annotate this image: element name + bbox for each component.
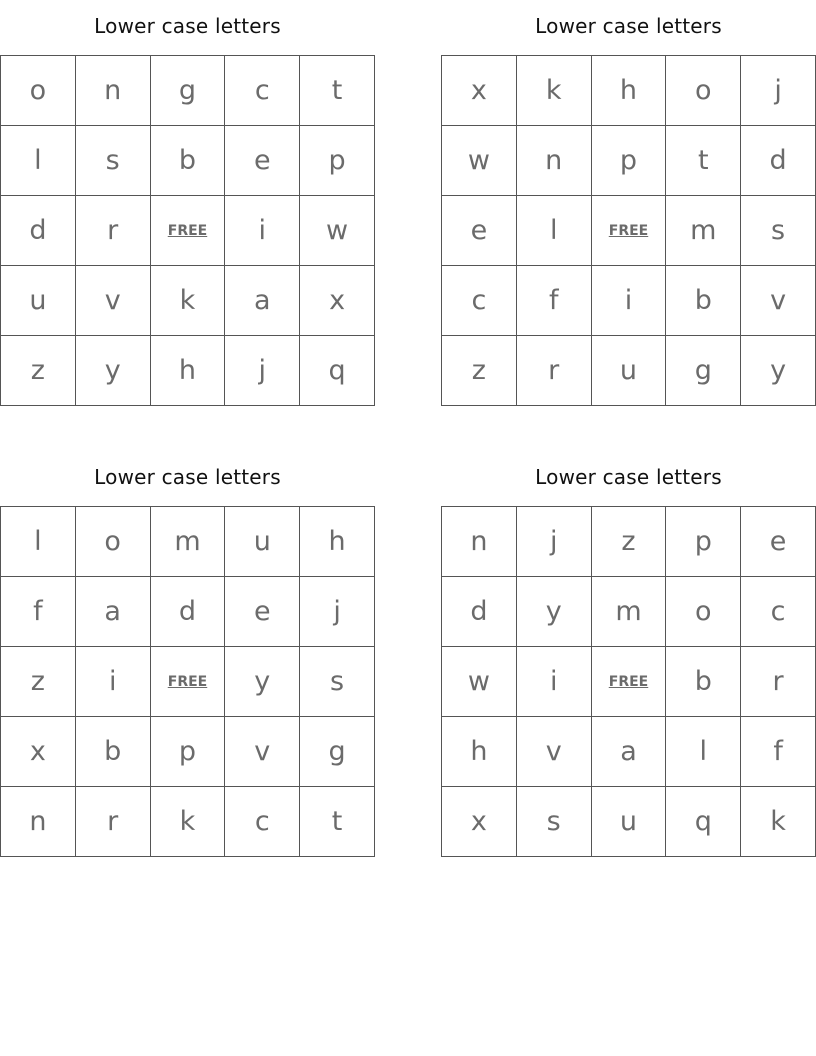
grid-cell: o <box>75 507 150 577</box>
grid-cell: t <box>300 56 375 126</box>
card-title: Lower case letters <box>535 465 722 489</box>
grid-cell: h <box>150 336 225 406</box>
grid-cell: i <box>225 196 300 266</box>
free-space-cell: FREE <box>150 647 225 717</box>
grid-cell: c <box>741 577 816 647</box>
grid-cell: g <box>300 717 375 787</box>
grid-cell: u <box>1 266 76 336</box>
grid-cell: h <box>300 507 375 577</box>
grid-cell: q <box>666 787 741 857</box>
grid-cell: n <box>516 126 591 196</box>
grid-cell: e <box>741 507 816 577</box>
grid-cell: y <box>225 647 300 717</box>
grid-cell: g <box>150 56 225 126</box>
grid-cell: m <box>150 507 225 577</box>
grid-cell: f <box>516 266 591 336</box>
grid-cell: a <box>75 577 150 647</box>
grid-cell: x <box>442 787 517 857</box>
grid-row <box>1 577 375 647</box>
grid-cell: m <box>666 196 741 266</box>
grid-cell: j <box>300 577 375 647</box>
grid-row <box>1 336 375 406</box>
grid-cell: t <box>300 787 375 857</box>
grid-cell: b <box>666 647 741 717</box>
grid-cell: s <box>516 787 591 857</box>
grid-cell: p <box>591 126 666 196</box>
grid-cell: a <box>591 717 666 787</box>
grid-cell: f <box>741 717 816 787</box>
grid-row <box>1 717 375 787</box>
grid-cell: m <box>591 577 666 647</box>
grid-cell: b <box>75 717 150 787</box>
bingo-grid <box>0 506 375 857</box>
grid-cell: a <box>225 266 300 336</box>
grid-cell: u <box>225 507 300 577</box>
grid-cell: s <box>75 126 150 196</box>
grid-cell: s <box>741 196 816 266</box>
grid-cell: v <box>741 266 816 336</box>
grid-cell: u <box>591 336 666 406</box>
grid-row <box>1 126 375 196</box>
grid-cell: b <box>666 266 741 336</box>
grid-cell: f <box>1 577 76 647</box>
grid-cell: t <box>666 126 741 196</box>
grid-cell: h <box>591 56 666 126</box>
grid-cell: n <box>75 56 150 126</box>
grid-cell: o <box>666 577 741 647</box>
grid-cell: k <box>150 787 225 857</box>
grid-row <box>1 266 375 336</box>
grid-cell: b <box>150 126 225 196</box>
card-title: Lower case letters <box>94 465 281 489</box>
grid-cell: p <box>150 717 225 787</box>
grid-cell: k <box>150 266 225 336</box>
grid-cell: y <box>741 336 816 406</box>
grid-row <box>442 266 816 336</box>
grid-cell: j <box>741 56 816 126</box>
grid-cell: c <box>225 787 300 857</box>
grid-cell: o <box>1 56 76 126</box>
grid-row <box>442 56 816 126</box>
free-space-cell: FREE <box>150 196 225 266</box>
grid-cell: e <box>225 577 300 647</box>
grid-cell: p <box>666 507 741 577</box>
grid-cell: j <box>225 336 300 406</box>
grid-cell: s <box>300 647 375 717</box>
free-space-cell: FREE <box>591 196 666 266</box>
grid-cell: y <box>75 336 150 406</box>
grid-cell: o <box>666 56 741 126</box>
card-title: Lower case letters <box>94 14 281 38</box>
grid-cell: l <box>1 126 76 196</box>
grid-cell: d <box>150 577 225 647</box>
grid-row <box>1 196 375 266</box>
grid-cell: k <box>516 56 591 126</box>
grid-cell: c <box>225 56 300 126</box>
grid-cell: w <box>442 647 517 717</box>
grid-cell: n <box>442 507 517 577</box>
grid-cell: h <box>442 717 517 787</box>
grid-cell: l <box>1 507 76 577</box>
bingo-grid <box>441 55 816 406</box>
grid-cell: r <box>75 196 150 266</box>
grid-cell: w <box>442 126 517 196</box>
grid-row <box>1 507 375 577</box>
grid-cell: d <box>442 577 517 647</box>
grid-cell: x <box>442 56 517 126</box>
grid-cell: e <box>225 126 300 196</box>
bingo-grid <box>0 55 375 406</box>
bingo-grid <box>441 506 816 857</box>
grid-cell: g <box>666 336 741 406</box>
grid-cell: i <box>516 647 591 717</box>
grid-row <box>1 787 375 857</box>
grid-cell: r <box>75 787 150 857</box>
grid-cell: u <box>591 787 666 857</box>
grid-cell: y <box>516 577 591 647</box>
grid-cell: q <box>300 336 375 406</box>
grid-cell: c <box>442 266 517 336</box>
card-title: Lower case letters <box>535 14 722 38</box>
grid-cell: v <box>225 717 300 787</box>
free-space-cell: FREE <box>591 647 666 717</box>
grid-row <box>442 336 816 406</box>
grid-cell: p <box>300 126 375 196</box>
grid-cell: n <box>1 787 76 857</box>
grid-row <box>1 647 375 717</box>
grid-row <box>442 647 816 717</box>
grid-cell: z <box>442 336 517 406</box>
grid-row <box>442 717 816 787</box>
grid-cell: j <box>516 507 591 577</box>
grid-row <box>1 56 375 126</box>
grid-cell: d <box>1 196 76 266</box>
grid-cell: d <box>741 126 816 196</box>
grid-cell: e <box>442 196 517 266</box>
grid-cell: x <box>300 266 375 336</box>
grid-cell: l <box>516 196 591 266</box>
grid-cell: v <box>516 717 591 787</box>
grid-cell: r <box>516 336 591 406</box>
grid-row <box>442 126 816 196</box>
grid-cell: z <box>591 507 666 577</box>
grid-cell: z <box>1 647 76 717</box>
grid-cell: k <box>741 787 816 857</box>
grid-cell: z <box>1 336 76 406</box>
grid-cell: x <box>1 717 76 787</box>
grid-cell: l <box>666 717 741 787</box>
grid-row <box>442 507 816 577</box>
grid-cell: i <box>75 647 150 717</box>
grid-cell: v <box>75 266 150 336</box>
grid-cell: w <box>300 196 375 266</box>
grid-row <box>442 196 816 266</box>
grid-cell: i <box>591 266 666 336</box>
grid-row <box>442 787 816 857</box>
grid-cell: r <box>741 647 816 717</box>
grid-row <box>442 577 816 647</box>
